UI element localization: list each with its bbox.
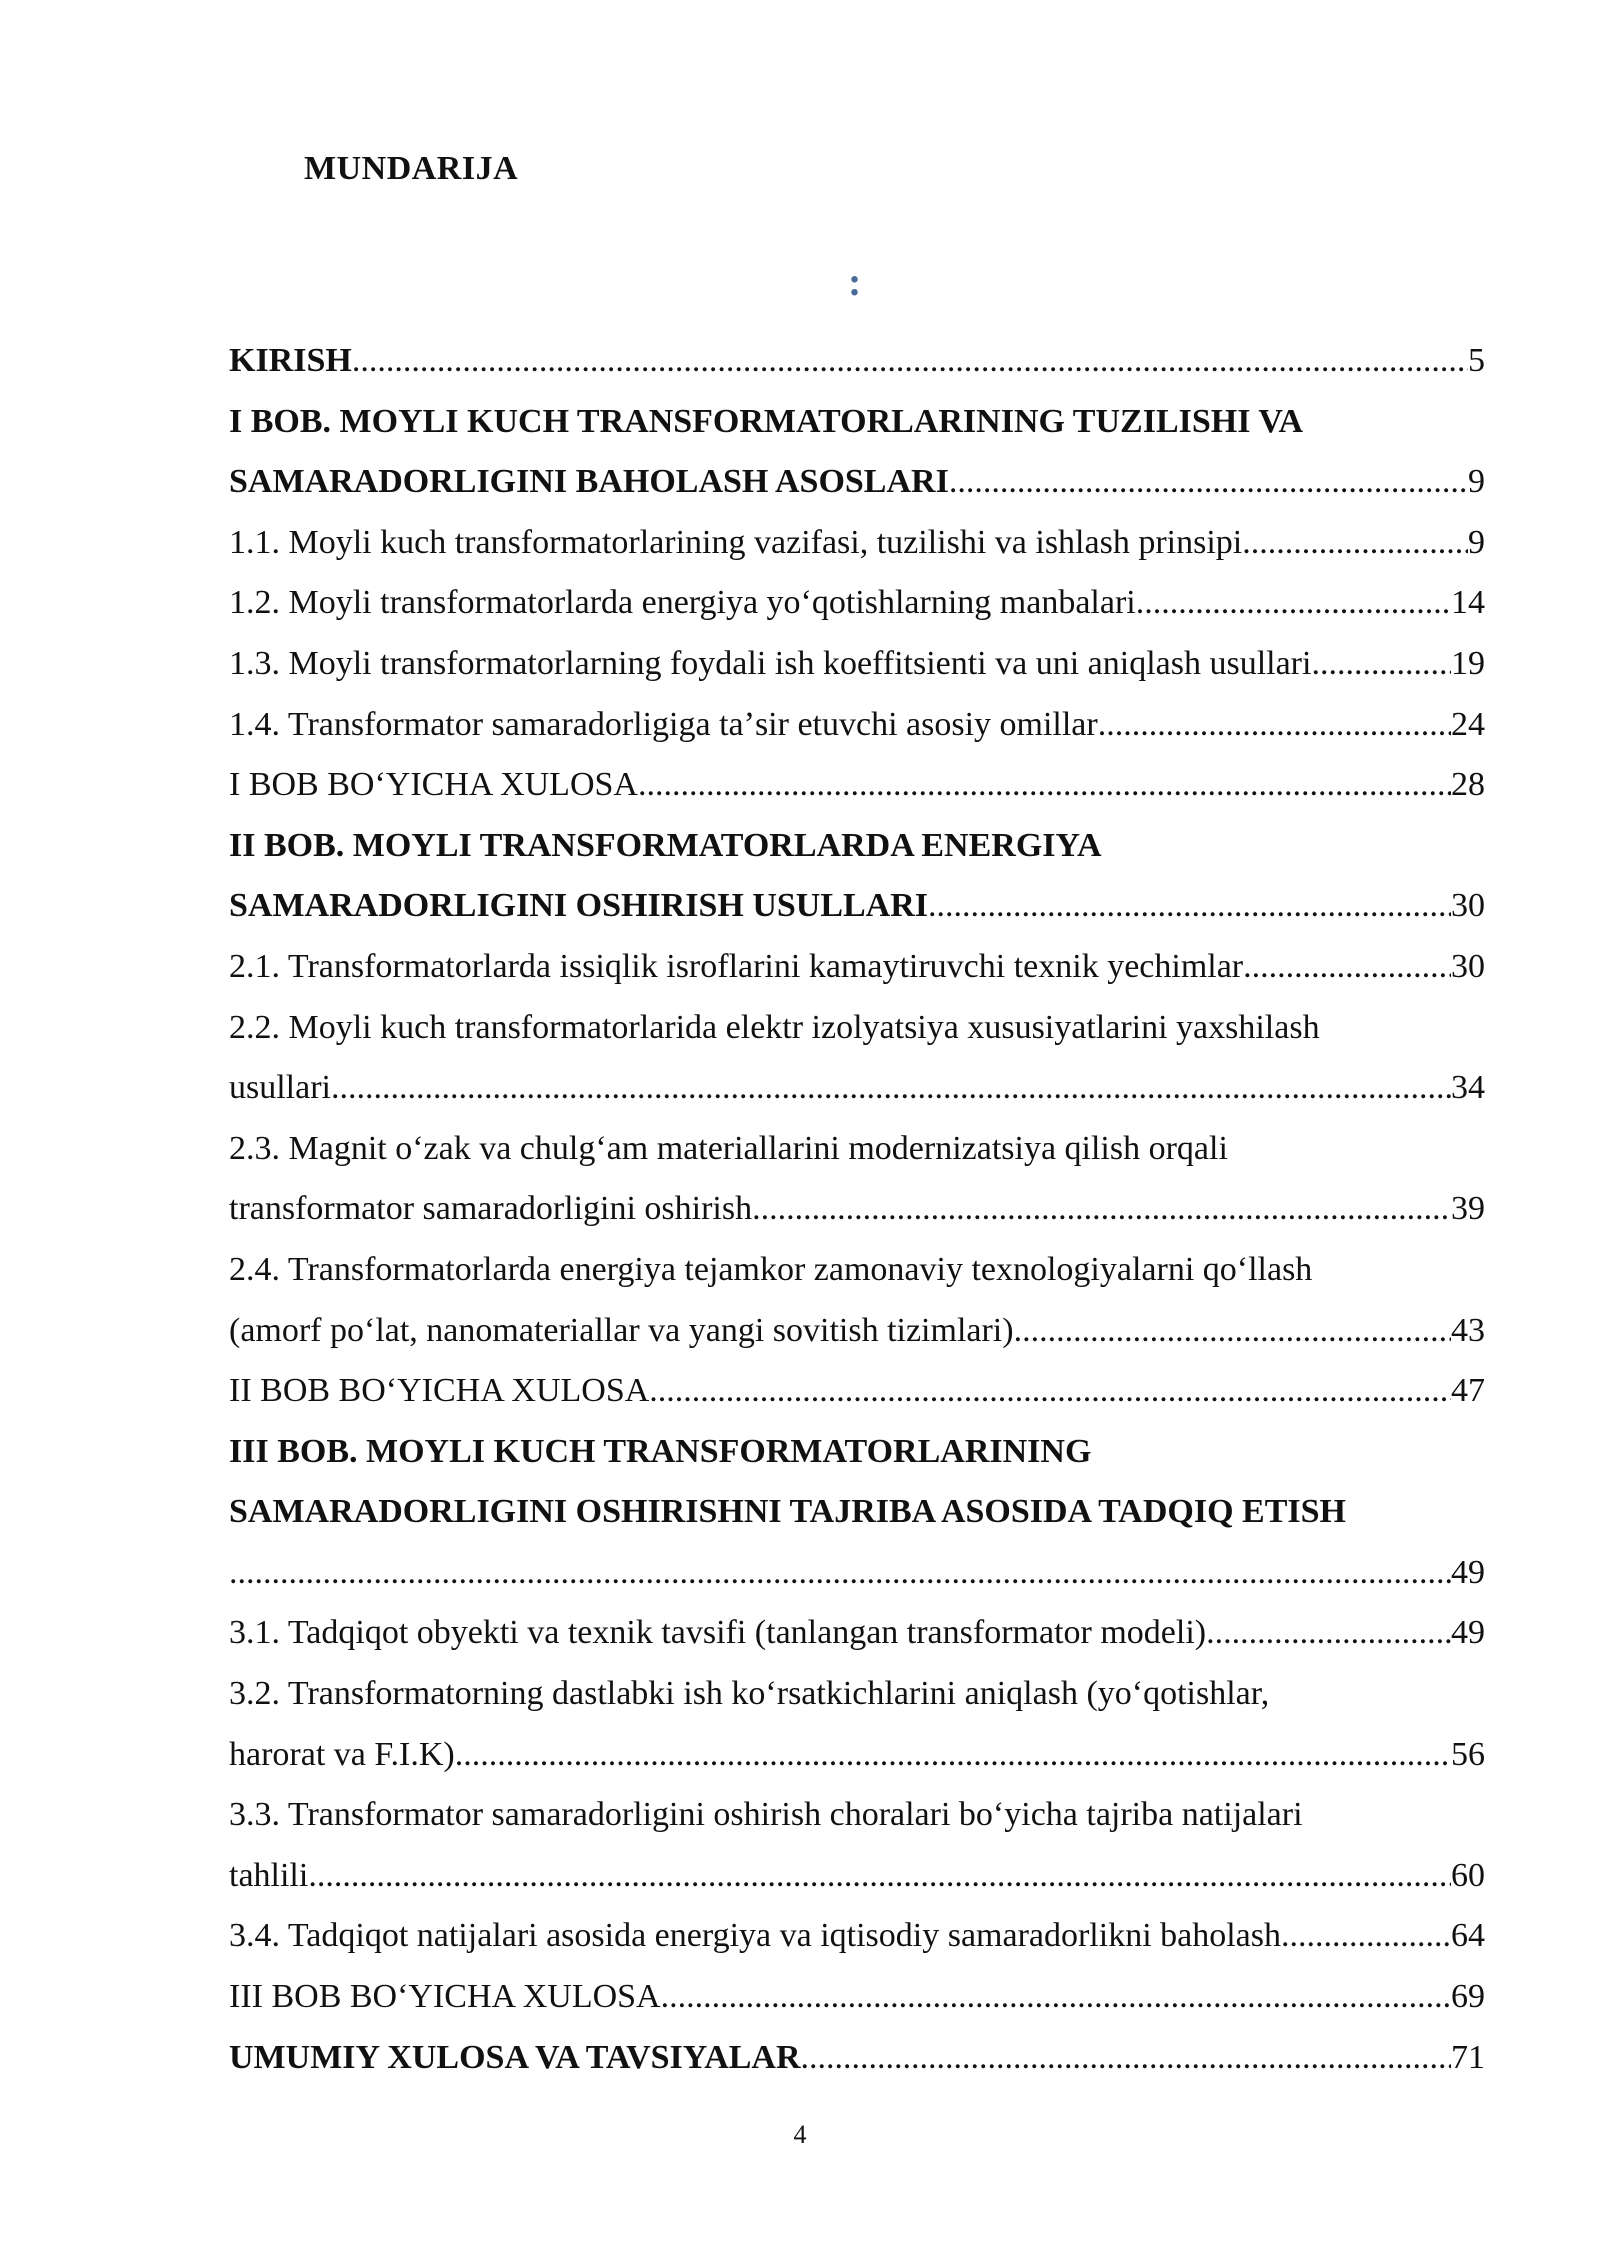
toc-entry[interactable] [229, 695, 1485, 756]
toc-entry-page: 71 [1451, 2038, 1485, 2076]
toc-entry-title: tahlili [229, 1856, 309, 1894]
toc-entry[interactable] [229, 392, 1485, 453]
toc-entry-page: 24 [1451, 705, 1485, 743]
toc-entry-title: 2.2. Moyli kuch transformatorlarida elektr izolyatsiya xususiyatlarini yaxshilash [229, 1008, 1320, 1046]
toc-entry[interactable] [229, 1240, 1485, 1301]
separator-mark: : [848, 259, 862, 304]
dot-leader [229, 1543, 1451, 1604]
table-of-contents [229, 331, 1485, 2088]
toc-entry[interactable] [229, 452, 1485, 513]
toc-entry[interactable] [229, 1664, 1485, 1725]
toc-entry[interactable] [229, 573, 1485, 634]
toc-entry[interactable] [229, 1058, 1485, 1119]
toc-entry[interactable] [229, 1603, 1485, 1664]
toc-entry-page: 34 [1451, 1069, 1485, 1107]
toc-entry-title: 2.4. Transformatorlarda energiya tejamkor zamonaviy texnologiyalarni qoʻllash [229, 1250, 1313, 1288]
page-title: MUNDARIJA [304, 150, 519, 187]
toc-entry-title: SAMARADORLIGINI OSHIRISHNI TAJRIBA ASOSIDA TADQIQ ETISH [229, 1493, 1346, 1531]
toc-entry-page: 14 [1451, 584, 1485, 622]
dot-leader [1098, 695, 1451, 756]
dot-leader [331, 1058, 1451, 1119]
toc-entry[interactable] [229, 1725, 1485, 1786]
toc-entry-page: 30 [1451, 887, 1485, 925]
toc-entry-title: III BOB BOʻYICHA XULOSA [229, 1978, 661, 2016]
toc-entry-title: UMUMIY XULOSA VA TAVSIYALAR [229, 2038, 801, 2076]
toc-entry-title: 1.4. Transformator samaradorligiga taʼsir etuvchi asosiy omillar [229, 705, 1098, 743]
dot-leader [1243, 937, 1451, 998]
toc-entry-page: 19 [1451, 644, 1485, 682]
dot-leader [949, 452, 1468, 513]
toc-entry[interactable] [229, 331, 1485, 392]
dot-leader [928, 876, 1451, 937]
toc-entry-title: III BOB. MOYLI KUCH TRANSFORMATORLARINING [229, 1432, 1092, 1470]
toc-entry[interactable] [229, 1422, 1485, 1483]
toc-entry-title: 2.3. Magnit oʻzak va chulgʻam materiallarini modernizatsiya qilish orqali [229, 1129, 1228, 1167]
dot-leader [801, 2028, 1451, 2089]
dot-leader [308, 1846, 1451, 1907]
toc-entry[interactable] [229, 1785, 1485, 1846]
dot-leader [649, 1361, 1451, 1422]
toc-entry[interactable] [229, 513, 1485, 574]
toc-entry-page: 49 [1451, 1614, 1485, 1652]
toc-entry-page: 9 [1468, 463, 1485, 501]
toc-entry[interactable] [229, 1967, 1485, 2028]
dot-leader [1206, 1603, 1451, 1664]
toc-entry-page: 9 [1468, 523, 1485, 561]
dot-leader [1311, 634, 1451, 695]
toc-entry-page: 5 [1468, 342, 1485, 379]
toc-entry[interactable] [229, 876, 1485, 937]
toc-entry-title: I BOB BOʻYICHA XULOSA [229, 766, 638, 804]
toc-entry-title: KIRISH [229, 342, 352, 379]
dot-leader [352, 331, 1468, 392]
toc-entry-page: 60 [1451, 1856, 1485, 1894]
toc-entry-page: 56 [1451, 1735, 1485, 1773]
toc-entry[interactable] [229, 1906, 1485, 1967]
toc-entry-title: SAMARADORLIGINI BAHOLASH ASOSLARI [229, 463, 949, 501]
toc-entry[interactable] [229, 1119, 1485, 1180]
toc-entry-title: 1.1. Moyli kuch transformatorlarining vazifasi, tuzilishi va ishlash prinsipi [229, 523, 1243, 561]
dot-leader [752, 1179, 1451, 1240]
toc-entry[interactable] [229, 634, 1485, 695]
dot-leader [1281, 1906, 1451, 1967]
dot-leader [1136, 573, 1451, 634]
toc-entry[interactable] [229, 816, 1485, 877]
toc-entry-title: I BOB. MOYLI KUCH TRANSFORMATORLARINING TUZILISHI VA [229, 402, 1304, 440]
toc-entry-title: SAMARADORLIGINI OSHIRISH USULLARI [229, 887, 929, 925]
toc-entry-title: (amorf poʻlat, nanomateriallar va yangi sovitish tizimlari) [229, 1311, 1014, 1349]
toc-entry-title: 3.4. Tadqiqot natijalari asosida energiya va iqtisodiy samaradorlikni baholash [229, 1917, 1282, 1955]
toc-entry-title: 3.1. Tadqiqot obyekti va texnik tavsifi (tanlangan transformator modeli) [229, 1614, 1207, 1652]
toc-entry-title: harorat va F.I.K) [229, 1735, 455, 1773]
dot-leader [1014, 1301, 1451, 1362]
toc-entry[interactable] [229, 1543, 1485, 1604]
toc-entry-page: 69 [1451, 1978, 1485, 2016]
toc-entry[interactable] [229, 1482, 1485, 1543]
dot-leader [661, 1967, 1451, 2028]
dot-leader [1242, 513, 1468, 574]
toc-entry-title: transformator samaradorligini oshirish [229, 1190, 753, 1228]
toc-entry[interactable] [229, 2028, 1485, 2089]
dot-leader [638, 755, 1451, 816]
toc-entry-title: 1.3. Moyli transformatorlarning foydali ish koeffitsienti va uni aniqlash usullari [229, 644, 1312, 682]
toc-entry-title: 1.2. Moyli transformatorlarda energiya yoʻqotishlarning manbalari [229, 584, 1136, 622]
toc-entry-title: 2.1. Transformatorlarda issiqlik isroflarini kamaytiruvchi texnik yechimlar [229, 947, 1244, 985]
toc-entry-page: 64 [1451, 1917, 1485, 1955]
toc-entry[interactable] [229, 937, 1485, 998]
toc-entry-title: 3.3. Transformator samaradorligini oshirish choralari boʻyicha tajriba natijalari [229, 1796, 1303, 1834]
toc-entry-page: 39 [1451, 1190, 1485, 1228]
toc-entry[interactable] [229, 1179, 1485, 1240]
toc-entry-page: 47 [1451, 1372, 1485, 1410]
toc-entry-title: II BOB. MOYLI TRANSFORMATORLARDA ENERGIYA [229, 826, 1102, 864]
toc-entry[interactable] [229, 998, 1485, 1059]
toc-entry[interactable] [229, 755, 1485, 816]
toc-entry-page: 43 [1451, 1311, 1485, 1349]
toc-entry-page: 28 [1451, 766, 1485, 804]
dot-leader [455, 1725, 1451, 1786]
toc-entry[interactable] [229, 1301, 1485, 1362]
toc-entry-page: 30 [1451, 947, 1485, 985]
toc-entry-title: 3.2. Transformatorning dastlabki ish koʻrsatkichlarini aniqlash (yoʻqotishlar, [229, 1675, 1270, 1713]
toc-entry-title: usullari [229, 1069, 331, 1107]
toc-entry[interactable] [229, 1361, 1485, 1422]
toc-entry-title: II BOB BOʻYICHA XULOSA [229, 1372, 650, 1410]
toc-entry-page: 49 [1451, 1553, 1485, 1591]
page-number: 4 [793, 2120, 807, 2149]
toc-entry[interactable] [229, 1846, 1485, 1907]
